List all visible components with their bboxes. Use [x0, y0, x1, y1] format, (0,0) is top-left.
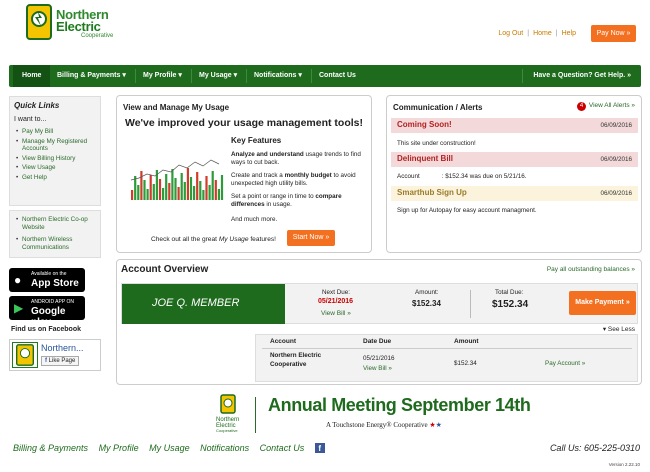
- col-date-due: Date Due: [363, 338, 392, 345]
- banner-logo-text: Cooperative: [216, 428, 238, 433]
- footer-link-billing[interactable]: Billing & Payments: [13, 443, 89, 453]
- chart-thumb-bar: [147, 189, 149, 200]
- banner-logo-text: Electric: [216, 423, 236, 429]
- nav-contact-us[interactable]: Contact Us: [319, 72, 356, 79]
- facebook-like-button[interactable]: f Like Page: [41, 356, 79, 366]
- chart-thumb-bar: [168, 183, 170, 200]
- nav-divider: [191, 69, 192, 83]
- account-overview-panel: [116, 259, 642, 385]
- link-coop-website[interactable]: • Northern Electric Co-op Website: [22, 216, 98, 232]
- chart-thumb-bar: [190, 177, 192, 200]
- feature-compare: Set a point or range in time to compare differences in usage.: [231, 193, 342, 208]
- alert-text: This site under construction!: [397, 140, 476, 147]
- usage-chart-image: [129, 150, 225, 202]
- nav-divider: [311, 69, 312, 83]
- home-link[interactable]: Home: [533, 30, 552, 37]
- account-detail-table: [255, 334, 638, 382]
- footer-links: [13, 443, 333, 453]
- chart-thumb-bar: [187, 168, 189, 200]
- alert-text: Account : $152.34 was due on 5/21/16.: [397, 173, 527, 180]
- chart-thumb-bar: [212, 171, 214, 200]
- chart-thumb-bar: [140, 171, 142, 200]
- usage-footer-text: Check out all the great My Usage features!: [151, 236, 276, 243]
- brand-logo[interactable]: [26, 4, 126, 44]
- google-play-button[interactable]: ▶ ANDROID APP ON Google play: [9, 296, 85, 320]
- main-nav: [9, 65, 641, 87]
- nav-my-profile[interactable]: My Profile ▾: [143, 72, 182, 79]
- pay-all-balances-link[interactable]: Pay all outstanding balances »: [546, 266, 635, 273]
- nav-my-usage[interactable]: My Usage ▾: [199, 72, 238, 79]
- next-due-label: Next Due:: [322, 289, 350, 296]
- chart-thumb-bar: [134, 176, 136, 200]
- divider: [470, 290, 471, 318]
- nav-home[interactable]: Home: [13, 65, 50, 87]
- usage-panel: [116, 95, 372, 253]
- app-store-button[interactable]: ● Available on the App Store: [9, 268, 85, 292]
- nav-notifications[interactable]: Notifications ▾: [254, 72, 302, 79]
- chart-thumb-bar: [171, 169, 173, 200]
- total-due-label: Total Due:: [495, 289, 524, 296]
- chart-thumb-bar: [199, 181, 201, 200]
- account-overview-title: Account Overview: [121, 264, 209, 275]
- usage-title: View and Manage My Usage: [123, 103, 230, 112]
- header: [0, 0, 650, 62]
- next-due-date: 05/21/2016: [318, 298, 354, 305]
- footer-link-profile[interactable]: My Profile: [98, 443, 139, 453]
- alert-smarthub-signup[interactable]: Smarthub Sign Up 06/09/2016: [391, 186, 638, 201]
- chart-thumb-bar: [153, 184, 155, 200]
- chart-thumb-bar: [143, 180, 145, 200]
- version-label: Version 2.22.10: [608, 462, 640, 467]
- view-all-alerts-link[interactable]: View All Alerts »: [588, 102, 635, 109]
- feature-budget: Create and track a monthly budget to avoid unexpected high utility bills.: [231, 172, 356, 187]
- table-divider: [262, 348, 632, 349]
- feature-analyze: Analyze and understand usage trends to find ways to cut back.: [231, 151, 361, 166]
- feature-more: And much more.: [231, 216, 278, 223]
- member-name-block: [122, 284, 285, 324]
- amount-value: $152.34: [412, 299, 441, 308]
- chart-thumb-bar: [162, 188, 164, 200]
- quick-link-get-help[interactable]: • Get Help: [22, 174, 100, 182]
- footer-link-contact[interactable]: Contact Us: [259, 443, 305, 453]
- row-account-name: Cooperative: [270, 361, 307, 368]
- footer-link-usage[interactable]: My Usage: [149, 443, 190, 453]
- chart-thumb-bar: [218, 189, 220, 200]
- chart-thumb-bar: [215, 180, 217, 200]
- quick-link-pay-bill[interactable]: • Pay My Bill: [22, 128, 100, 136]
- footer-phone: Call Us: 605-225-0310: [549, 443, 640, 453]
- quick-links-subtitle: I want to...: [14, 116, 47, 123]
- chart-thumb-bar: [184, 182, 186, 200]
- row-account-name: Northern Electric: [270, 352, 322, 359]
- chart-thumb-bar: [221, 175, 223, 200]
- link-wireless[interactable]: • Northern Wireless Communications: [22, 236, 98, 252]
- chart-thumb-bar: [205, 176, 207, 200]
- col-amount: Amount: [454, 338, 479, 345]
- chart-thumb-bar: [165, 174, 167, 200]
- facebook-page-name[interactable]: Northern...: [41, 343, 84, 353]
- chart-thumb-bar: [181, 173, 183, 200]
- facebook-widget: [9, 339, 101, 371]
- external-links-panel: [9, 210, 101, 258]
- alert-text: Sign up for Autopay for easy account managment.: [397, 207, 537, 214]
- banner-logo-text: Northern: [216, 417, 240, 423]
- quick-link-billing-history[interactable]: • View Billing History: [22, 155, 100, 163]
- start-now-button[interactable]: Start Now »: [287, 230, 335, 246]
- quick-links-title: Quick Links: [14, 101, 60, 110]
- row-date-due: 05/21/2016: [363, 355, 395, 362]
- chart-thumb-bar: [131, 190, 133, 200]
- touchstone-icon: ★: [429, 421, 436, 429]
- chart-thumb-bar: [174, 178, 176, 200]
- quick-link-view-usage[interactable]: • View Usage: [22, 164, 100, 172]
- chart-thumb-bar: [209, 185, 211, 200]
- col-account: Account: [270, 338, 296, 345]
- chart-thumb-bar: [196, 172, 198, 200]
- apple-icon: ●: [14, 273, 22, 287]
- alert-delinquent-bill[interactable]: Delinquent Bill 06/09/2016: [391, 152, 638, 167]
- brand-line1: Northern: [56, 7, 109, 22]
- logout-link[interactable]: Log Out: [498, 30, 524, 37]
- facebook-icon: f: [45, 358, 47, 364]
- pay-now-button[interactable]: Pay Now »: [591, 25, 636, 42]
- caret-down-icon: ▾: [602, 326, 607, 333]
- help-link[interactable]: Help: [561, 30, 576, 37]
- chart-thumb-bar: [193, 186, 195, 200]
- banner-divider: [255, 397, 256, 433]
- chart-thumb-bar: [202, 190, 204, 200]
- facebook-title: Find us on Facebook: [11, 326, 82, 333]
- alerts-title: Communication / Alerts: [393, 103, 483, 112]
- chart-thumb-bar: [178, 187, 180, 200]
- account-summary-row: [121, 283, 638, 324]
- nav-billing-payments[interactable]: Billing & Payments ▾: [57, 72, 126, 79]
- banner-logo-icon: [214, 393, 248, 433]
- top-links: Log Out | Home | Help: [498, 30, 576, 37]
- quick-link-manage-accounts[interactable]: • Manage My Registered Accounts: [22, 138, 100, 153]
- alerts-panel: [386, 95, 642, 253]
- coop-logo-icon: [12, 342, 38, 368]
- see-less-toggle[interactable]: ▾ See Less: [602, 326, 635, 333]
- member-name: JOE Q. MEMBER: [152, 297, 240, 309]
- make-payment-button[interactable]: Make Payment »: [569, 291, 636, 315]
- footer-link-notifications[interactable]: Notifications: [200, 443, 250, 453]
- row-pay-account-link[interactable]: Pay Account »: [545, 360, 586, 367]
- view-bill-link[interactable]: View Bill »: [321, 310, 351, 317]
- nav-divider: [135, 69, 136, 83]
- banner-subtitle: A Touchstone Energy® Cooperative ★★: [326, 421, 442, 429]
- usage-headline: We've improved your usage management tools!: [124, 117, 364, 129]
- brand-line3: Cooperative: [81, 33, 114, 39]
- brand-line2: Electric: [56, 19, 101, 34]
- total-due-value: $152.34: [492, 299, 529, 310]
- row-view-bill-link[interactable]: View Bill »: [363, 365, 392, 372]
- facebook-icon[interactable]: f: [315, 443, 325, 453]
- amount-label: Amount:: [415, 289, 439, 296]
- key-features-title: Key Features: [231, 136, 282, 145]
- quick-links-panel: [9, 96, 101, 206]
- alerts-count-badge: 4: [577, 102, 586, 111]
- play-icon: ▶: [14, 301, 24, 315]
- banner-title: Annual Meeting September 14th: [268, 395, 531, 415]
- brand-logo-icon: [26, 4, 52, 40]
- nav-divider: [522, 69, 523, 83]
- chart-thumb-bar: [137, 185, 139, 200]
- alert-coming-soon[interactable]: Coming Soon! 06/09/2016: [391, 118, 638, 133]
- chart-thumb-bar: [159, 179, 161, 200]
- row-amount: $152.34: [454, 360, 477, 367]
- chart-thumb-bar: [150, 175, 152, 200]
- nav-divider: [246, 69, 247, 83]
- nav-get-help[interactable]: Have a Question? Get Help. »: [533, 72, 631, 79]
